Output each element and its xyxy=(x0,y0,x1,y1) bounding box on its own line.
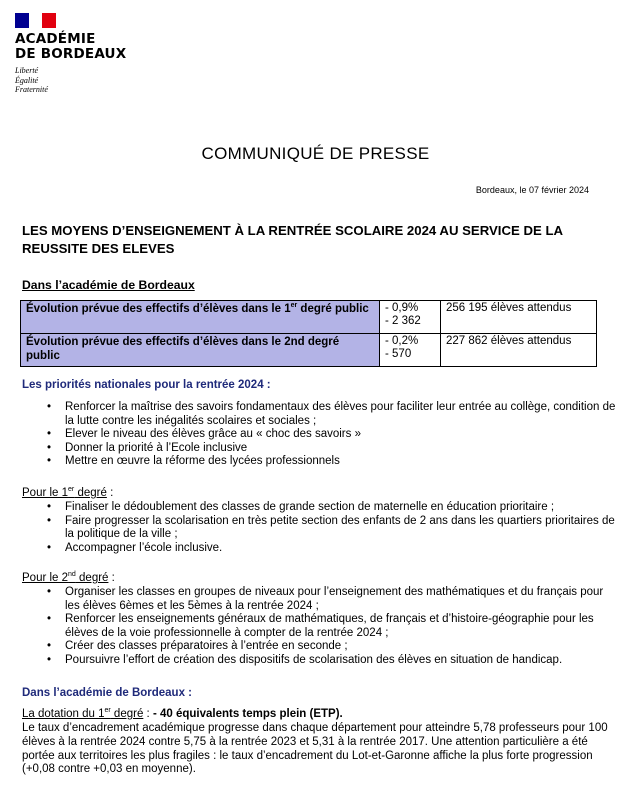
list-item: • Elever le niveau des élèves grâce au « choc des savoirs » xyxy=(45,428,620,442)
row-label: Évolution prévue des effectifs d’élèves dans le 2nd degré public xyxy=(21,334,380,367)
list-item: • Finaliser le dédoublement des classes de grande section de maternelle en éducation prioritaire ; xyxy=(45,501,620,515)
academy-heading: Dans l’académie de Bordeaux : xyxy=(22,687,193,699)
list-item: • Renforcer la maîtrise des savoirs fondamentaux des élèves pour faciliter leur entrée au collège, condition de la lutte contre les inégalités scolaires et sociales ; xyxy=(45,401,620,428)
second-degree-heading: Pour le 2nd degré : xyxy=(22,571,115,584)
row-delta: - 0,2% - 570 xyxy=(380,334,441,367)
row-delta: - 0,9% - 2 362 xyxy=(380,301,441,334)
second-degree-list xyxy=(45,586,620,667)
list-item: • Accompagner l’école inclusive. xyxy=(45,542,620,556)
list-item: • Créer des classes préparatoires à l’entrée en seconde ; xyxy=(45,640,620,654)
national-priorities-heading: Les priorités nationales pour la rentrée 2024 : xyxy=(22,379,271,391)
document-title: COMMUNIQUÉ DE PRESSE xyxy=(201,144,430,163)
first-degree-list xyxy=(45,501,620,555)
dotation-line: La dotation du 1er degré : - 40 équivalents temps plein (ETP). xyxy=(22,707,343,720)
list-item: • Renforcer les enseignements généraux de mathématiques, de français et d’histoire-géographie pour les élèves de la voie professionnelle à compter de la rentrée 2024 ; xyxy=(45,613,620,640)
row-label: Évolution prévue des effectifs d’élèves dans le 1er degré public xyxy=(21,301,380,334)
headline: LES MOYENS D’ENSEIGNEMENT À LA RENTRÉE SCOLAIRE 2024 AU SERVICE DE LA REUSSITE DES ELEVES xyxy=(22,223,563,256)
list-item: • Donner la priorité à l’Ecole inclusive xyxy=(45,442,620,456)
logo-line-2: DE BORDEAUX xyxy=(15,46,127,62)
logo-motto xyxy=(15,66,126,95)
list-item: • Mettre en œuvre la réforme des lycées professionnels xyxy=(45,455,620,469)
list-item: • Poursuivre l’effort de création des dispositifs de scolarisation des élèves en situation de handicap. xyxy=(45,654,620,668)
logo-title xyxy=(15,32,126,62)
logo-line-1: ACADÉMIE xyxy=(15,31,96,47)
row-expected: 256 195 élèves attendus xyxy=(441,301,597,334)
list-item: • Organiser les classes en groupes de niveaux pour l’enseignement des mathématiques et du français pour les élèves 6èmes et les 5èmes à la rentrée 2024 ; xyxy=(45,586,620,613)
marianne-flag-icon xyxy=(15,13,56,28)
national-priorities-list xyxy=(45,401,620,469)
row-expected: 227 862 élèves attendus xyxy=(441,334,597,367)
table-row xyxy=(21,301,597,334)
academy-paragraph: Le taux d’encadrement académique progresse dans chaque département pour atteindre 5,78 professeurs pour 100 élèves à la rentrée 2024 contre 5,75 à la rentrée 2023 et 5,31 à la rentrée 2017. Une attention particulière a été portée aux territoires les plus fragiles : le taux d’encadrement du Lot-et-Garonne affiche la plus forte progression (+0,08 contre +0,03 en moyenne). xyxy=(22,722,608,776)
enrollment-table xyxy=(20,300,597,367)
first-degree-heading: Pour le 1er degré : xyxy=(22,486,114,499)
motto-egalite: Égalité xyxy=(15,75,39,85)
academy-logo xyxy=(15,13,126,95)
motto-liberte: Liberté xyxy=(15,66,39,75)
table-row xyxy=(21,334,597,367)
motto-fraternite: Fraternité xyxy=(15,85,48,94)
academy-section-heading: Dans l’académie de Bordeaux xyxy=(22,278,195,292)
document-date: Bordeaux, le 07 février 2024 xyxy=(475,185,589,195)
list-item: • Faire progresser la scolarisation en très petite section des enfants de 2 ans dans les quartiers prioritaires de la politique de la ville ; xyxy=(45,515,620,542)
